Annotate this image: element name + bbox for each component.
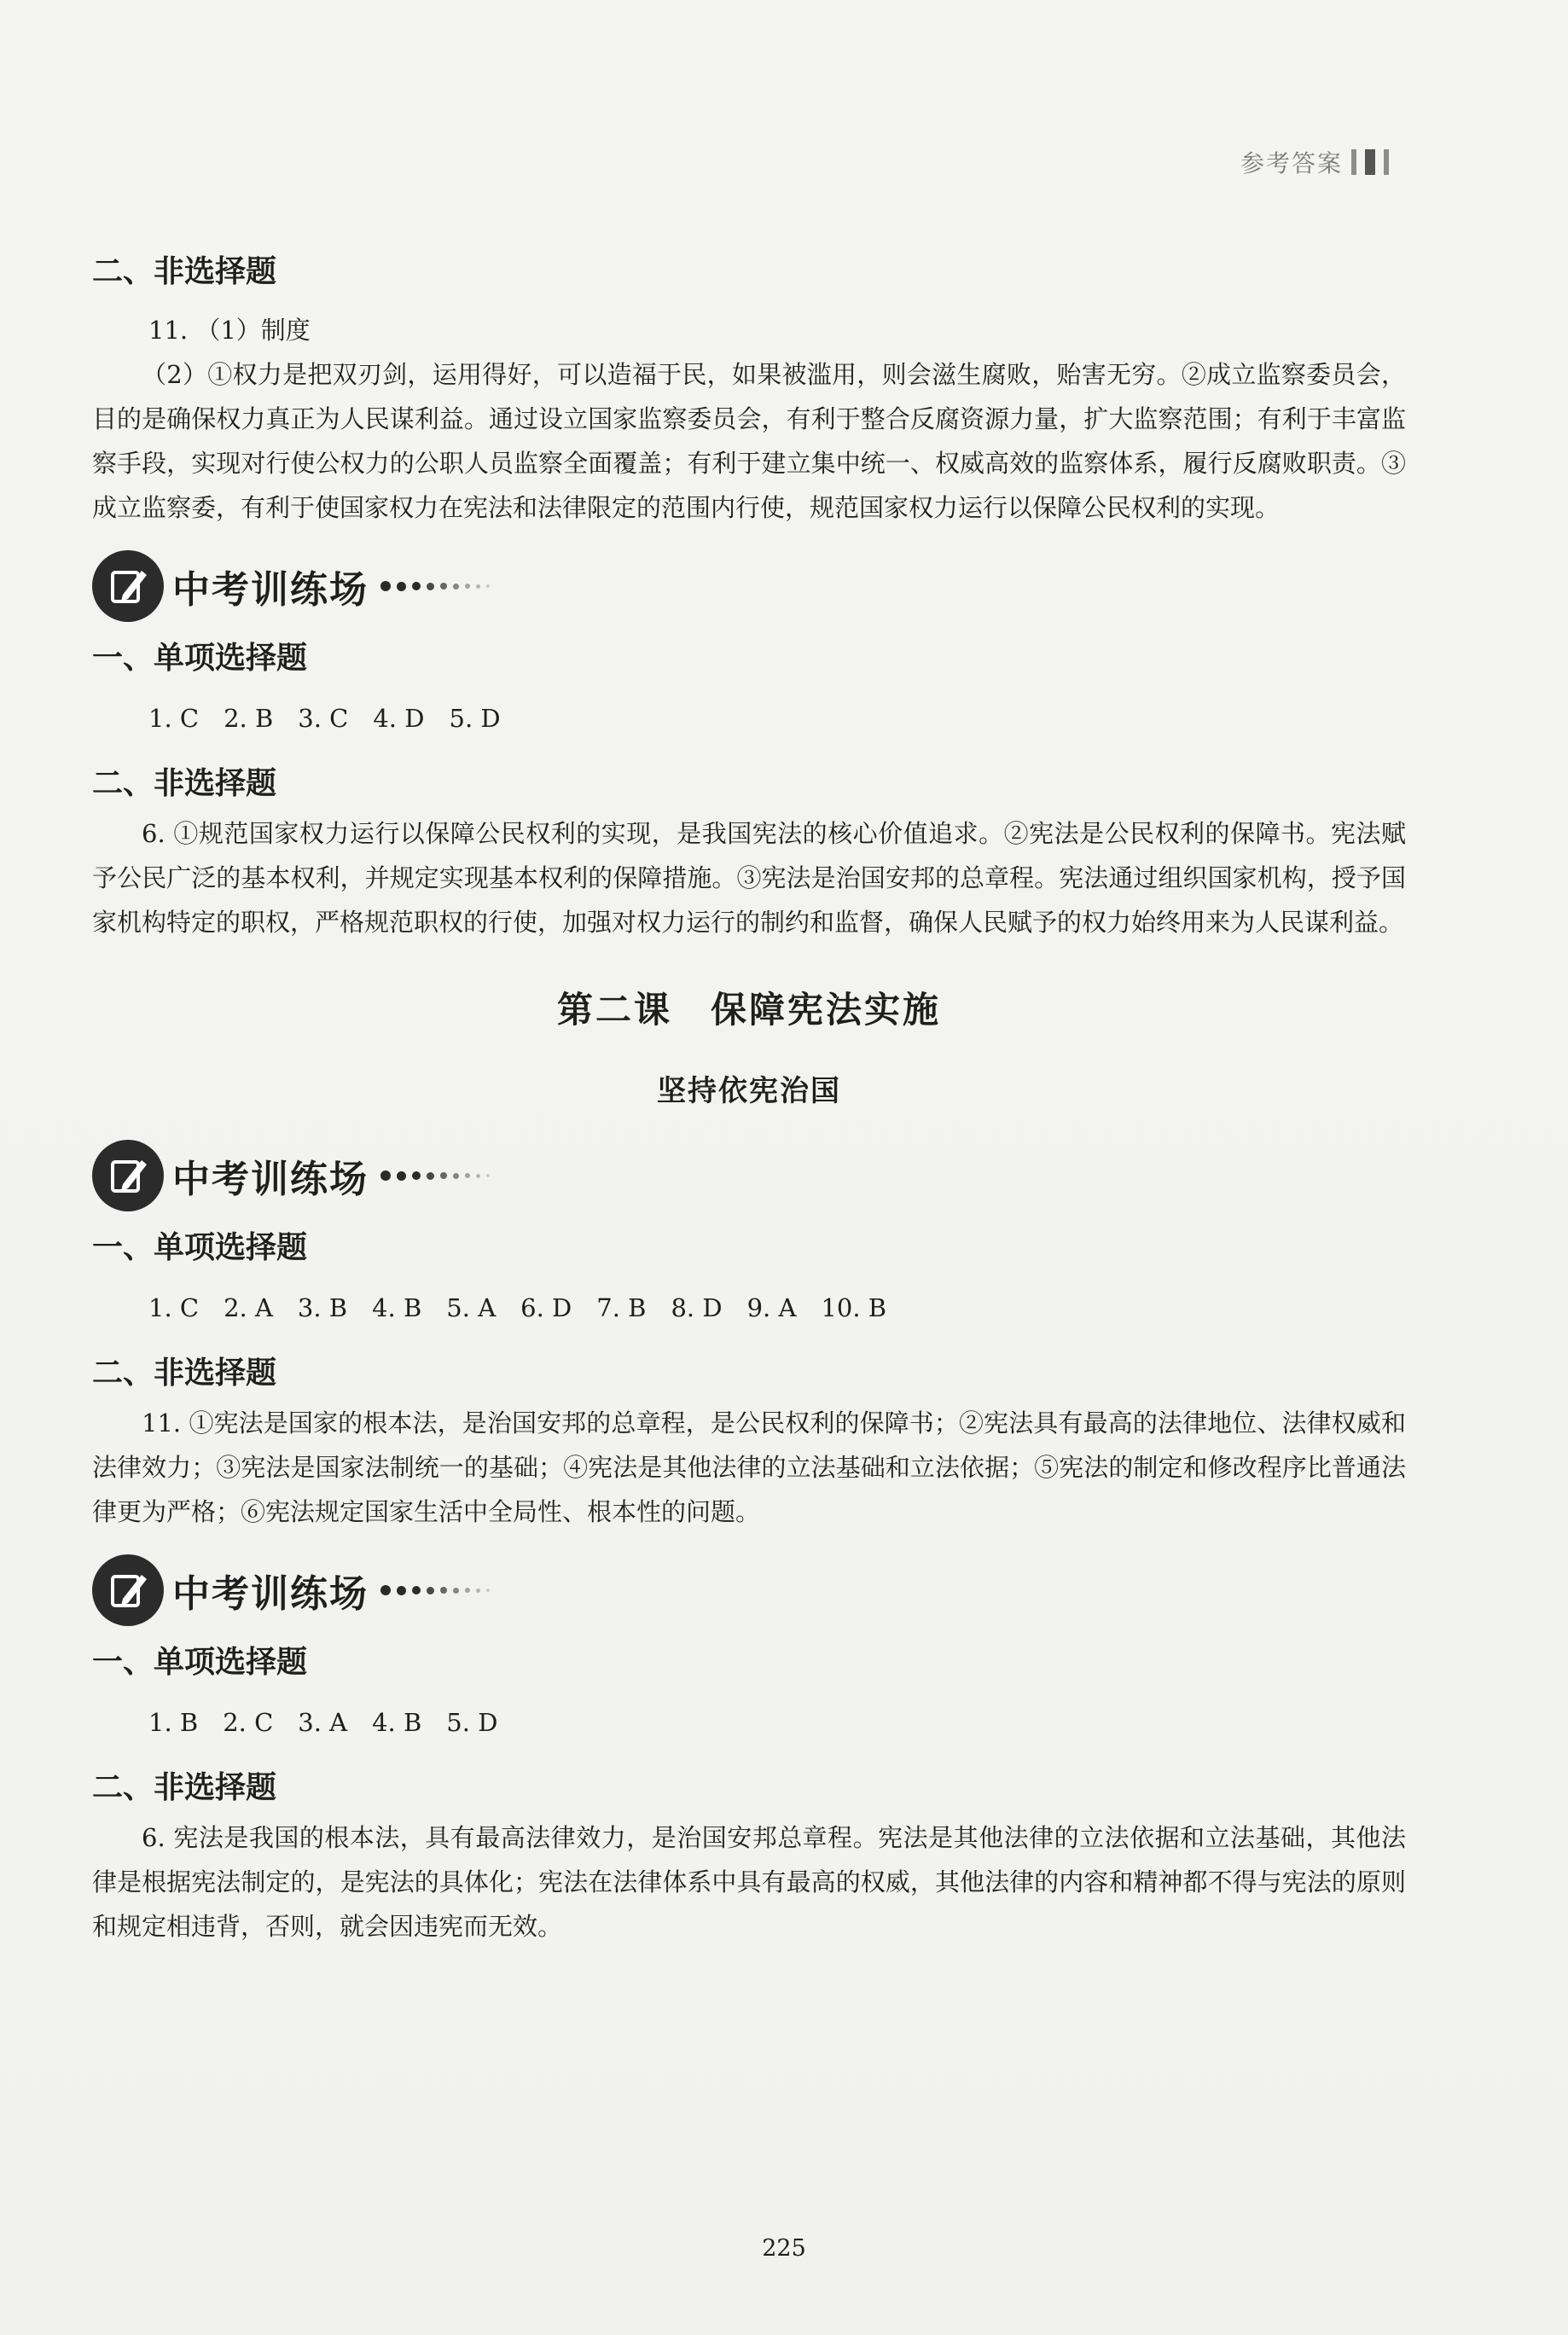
mc-answers: 1. C 2. A 3. B 4. B 5. A 6. D 7. B 8. D 9. A 10. B — [148, 1293, 887, 1322]
banner-dots — [380, 581, 490, 591]
banner-dots — [380, 1170, 490, 1181]
answer-q11: 11. ①宪法是国家的根本法，是治国安邦的总章程，是公民权利的保障书；②宪法具有最高的法律地位、法律权威和法律效力；③宪法是国家法制统一的基础；④宪法是其他法律的立法基础和立法依据；⑤宪法的制定和修改程序比普通法律更为严格；⑥宪法规定国家生活中全局性、根本性的问题。 — [92, 1409, 1406, 1526]
answer-q6: 6. 宪法是我国的根本法，具有最高法律效力，是治国安邦总章程。宪法是其他法律的立法依据和立法基础，其他法律是根据宪法制定的，是宪法的具体化；宪法在法律体系中具有最高的权威，其他法律的内容和精神都不得与宪法的原则和规定相违背，否则，就会因违宪而无效。 — [92, 1823, 1406, 1941]
section-heading: 二、非选择题 — [92, 766, 277, 801]
section-heading: 二、非选择题 — [92, 1356, 277, 1391]
lesson-title: 第二课 保障宪法实施 — [556, 989, 941, 1031]
header-bar-icon — [1351, 149, 1356, 175]
page-content — [92, 247, 1406, 1949]
section-heading: 二、非选择题 — [92, 254, 277, 289]
banner-title: 中考训练场 — [172, 1572, 369, 1616]
mc-answers: 1. B 2. C 3. A 4. B 5. D — [148, 1708, 498, 1737]
mc-answers: 1. C 2. B 3. C 4. D 5. D — [148, 704, 501, 733]
pencil-icon — [92, 550, 164, 622]
page-number: 225 — [762, 2235, 806, 2262]
answer-q6: 6. ①规范国家权力运行以保障公民权利的实现，是我国宪法的核心价值追求。②宪法是公民权利的保障书。宪法赋予公民广泛的基本权利，并规定实现基本权利的保障措施。③宪法是治国安邦的总章程。宪法通过组织国家机构，授予国家机构特定的职权，严格规范职权的行使，加强对权力运行的制约和监督，确保人民赋予的权力始终用来为人民谋利益。 — [92, 819, 1406, 937]
training-banner — [92, 1549, 1406, 1631]
running-header — [1240, 145, 1389, 179]
answer-q11-part2: （2）①权力是把双刃剑，运用得好，可以造福于民，如果被滥用，则会滋生腐败，贻害无穷。②成立监察委员会，目的是确保权力真正为人民谋利益。通过设立国家监察委员会，有利于整合反腐资源力量，扩大监察范围；有利于丰富监察手段，实现对行使公权力的公职人员监察全面覆盖；有利于建立集中统一、权威高效的监察体系，履行反腐败职责。③成立监察委，有利于使国家权力在宪法和法律限定的范围内行使，规范国家权力运行以保障公民权利的实现。 — [92, 360, 1406, 522]
header-bar-icon — [1384, 149, 1389, 175]
section-heading: 一、单项选择题 — [92, 1230, 308, 1265]
section-heading: 一、单项选择题 — [92, 1645, 308, 1680]
banner-dots — [380, 1585, 490, 1595]
training-banner — [92, 545, 1406, 627]
pencil-icon — [92, 1554, 164, 1626]
banner-title: 中考训练场 — [172, 568, 369, 612]
header-label: 参考答案 — [1240, 149, 1343, 177]
pencil-icon — [92, 1140, 164, 1211]
section-heading: 二、非选择题 — [92, 1770, 277, 1805]
answer-q11-part1: 11. （1）制度 — [148, 316, 311, 345]
header-bar-icon — [1365, 149, 1375, 175]
banner-title: 中考训练场 — [172, 1158, 369, 1201]
section-heading: 一、单项选择题 — [92, 641, 308, 676]
training-banner — [92, 1135, 1406, 1217]
lesson-subtitle: 坚持依宪治国 — [657, 1074, 841, 1108]
